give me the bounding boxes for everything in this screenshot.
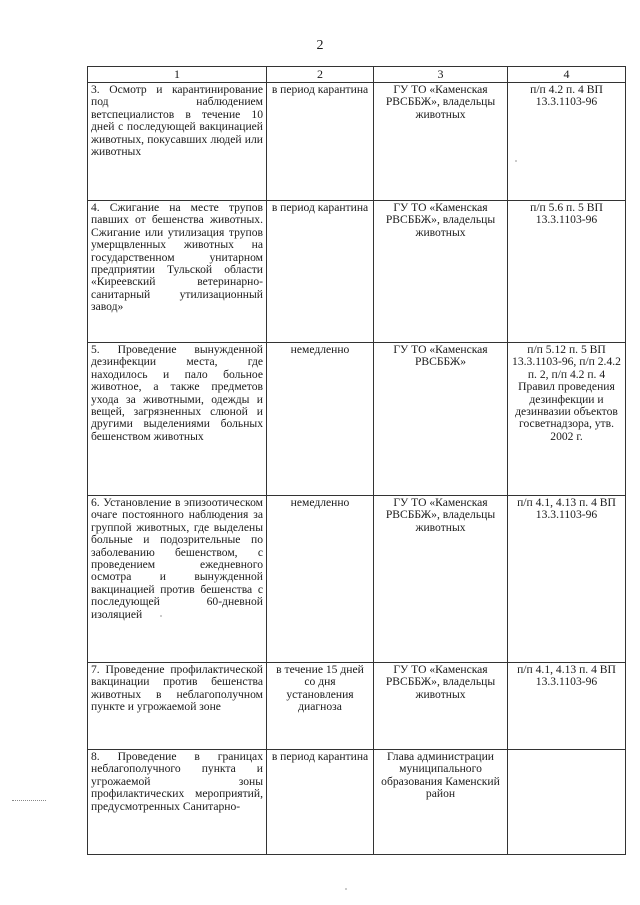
timing-cell: в течение 15 дней со дня установления диагноза <box>267 663 374 750</box>
table-row <box>88 750 626 855</box>
timing-cell: в период карантина <box>267 750 374 855</box>
table-row <box>88 201 626 343</box>
basis-cell <box>508 750 626 855</box>
measure-cell: 7. Проведение профилактической вакцинации против бешенства животных в неблагополучном пункте и угрожаемой зоне <box>88 663 267 750</box>
measure-cell: 4. Сжигание на месте трупов павших от бешенства животных. Сжигание или утилизация трупов умерщвленных животных на государственном унитарном предприятии Тульской области «Киреевский ветеринарно-санитарный утилизационный завод» <box>88 201 267 343</box>
timing-cell: немедленно <box>267 496 374 663</box>
measure-cell: 8. Проведение в границах неблагополучного пункта и угрожаемой зоны профилактических мероприятий, предусмотренных Санитарно- <box>88 750 267 855</box>
scan-artifact <box>12 800 46 801</box>
measure-cell: 6. Установление в эпизоотическом очаге постоянного наблюдения за группой животных, где выделены больные и подозрительные по заболеванию бешенством, с проведением ежедневного осмотра и вынужденной вакцинацией против бешенства с последующей 60-дневной изоляцией <box>88 496 267 663</box>
basis-cell: п/п 4.1, 4.13 п. 4 ВП 13.3.1103-96 <box>508 496 626 663</box>
scan-speck <box>345 888 347 890</box>
responsible-cell: ГУ ТО «Каменская РВСББЖ», владельцы животных <box>374 201 508 343</box>
measure-cell: 3. Осмотр и карантинирование под наблюдением ветспециалистов в течение 10 дней с последующей вакцинацией животных, покусавших людей или животных <box>88 83 267 201</box>
table-header-row <box>88 67 626 83</box>
responsible-cell: ГУ ТО «Каменская РВСББЖ», владельцы животных <box>374 663 508 750</box>
responsible-cell: ГУ ТО «Каменская РВСББЖ», владельцы животных <box>374 496 508 663</box>
column-header-4: 4 <box>508 67 626 83</box>
basis-cell: п/п 5.6 п. 5 ВП 13.3.1103-96 <box>508 201 626 343</box>
measures-table <box>87 66 626 855</box>
table-row <box>88 343 626 496</box>
measure-cell: 5. Проведение вынужденной дезинфекции места, где находилось и пало больное животное, а также предметов ухода за животными, одежды и вещей, загрязненных слюной и другими выделениями больных бешенством животных <box>88 343 267 496</box>
basis-cell: п/п 4.2 п. 4 ВП 13.3.1103-96 <box>508 83 626 201</box>
responsible-cell: ГУ ТО «Каменская РВСББЖ» <box>374 343 508 496</box>
timing-cell: в период карантина <box>267 83 374 201</box>
responsible-cell: Глава администрации муниципального образования Каменский район <box>374 750 508 855</box>
timing-cell: в период карантина <box>267 201 374 343</box>
table-row <box>88 663 626 750</box>
column-header-3: 3 <box>374 67 508 83</box>
basis-cell: п/п 5.12 п. 5 ВП 13.3.1103-96, п/п 2.4.2 п. 2, п/п 4.2 п. 4 Правил проведения дезинфекции и дезинвазии объектов госветнадзора, утв. 2002 г. <box>508 343 626 496</box>
table-row <box>88 496 626 663</box>
column-header-2: 2 <box>267 67 374 83</box>
scan-speck <box>160 615 162 617</box>
table-row <box>88 83 626 201</box>
scan-speck <box>515 160 517 162</box>
basis-cell: п/п 4.1, 4.13 п. 4 ВП 13.3.1103-96 <box>508 663 626 750</box>
column-header-1: 1 <box>88 67 267 83</box>
timing-cell: немедленно <box>267 343 374 496</box>
responsible-cell: ГУ ТО «Каменская РВСББЖ», владельцы животных <box>374 83 508 201</box>
page-number: 2 <box>316 38 324 53</box>
